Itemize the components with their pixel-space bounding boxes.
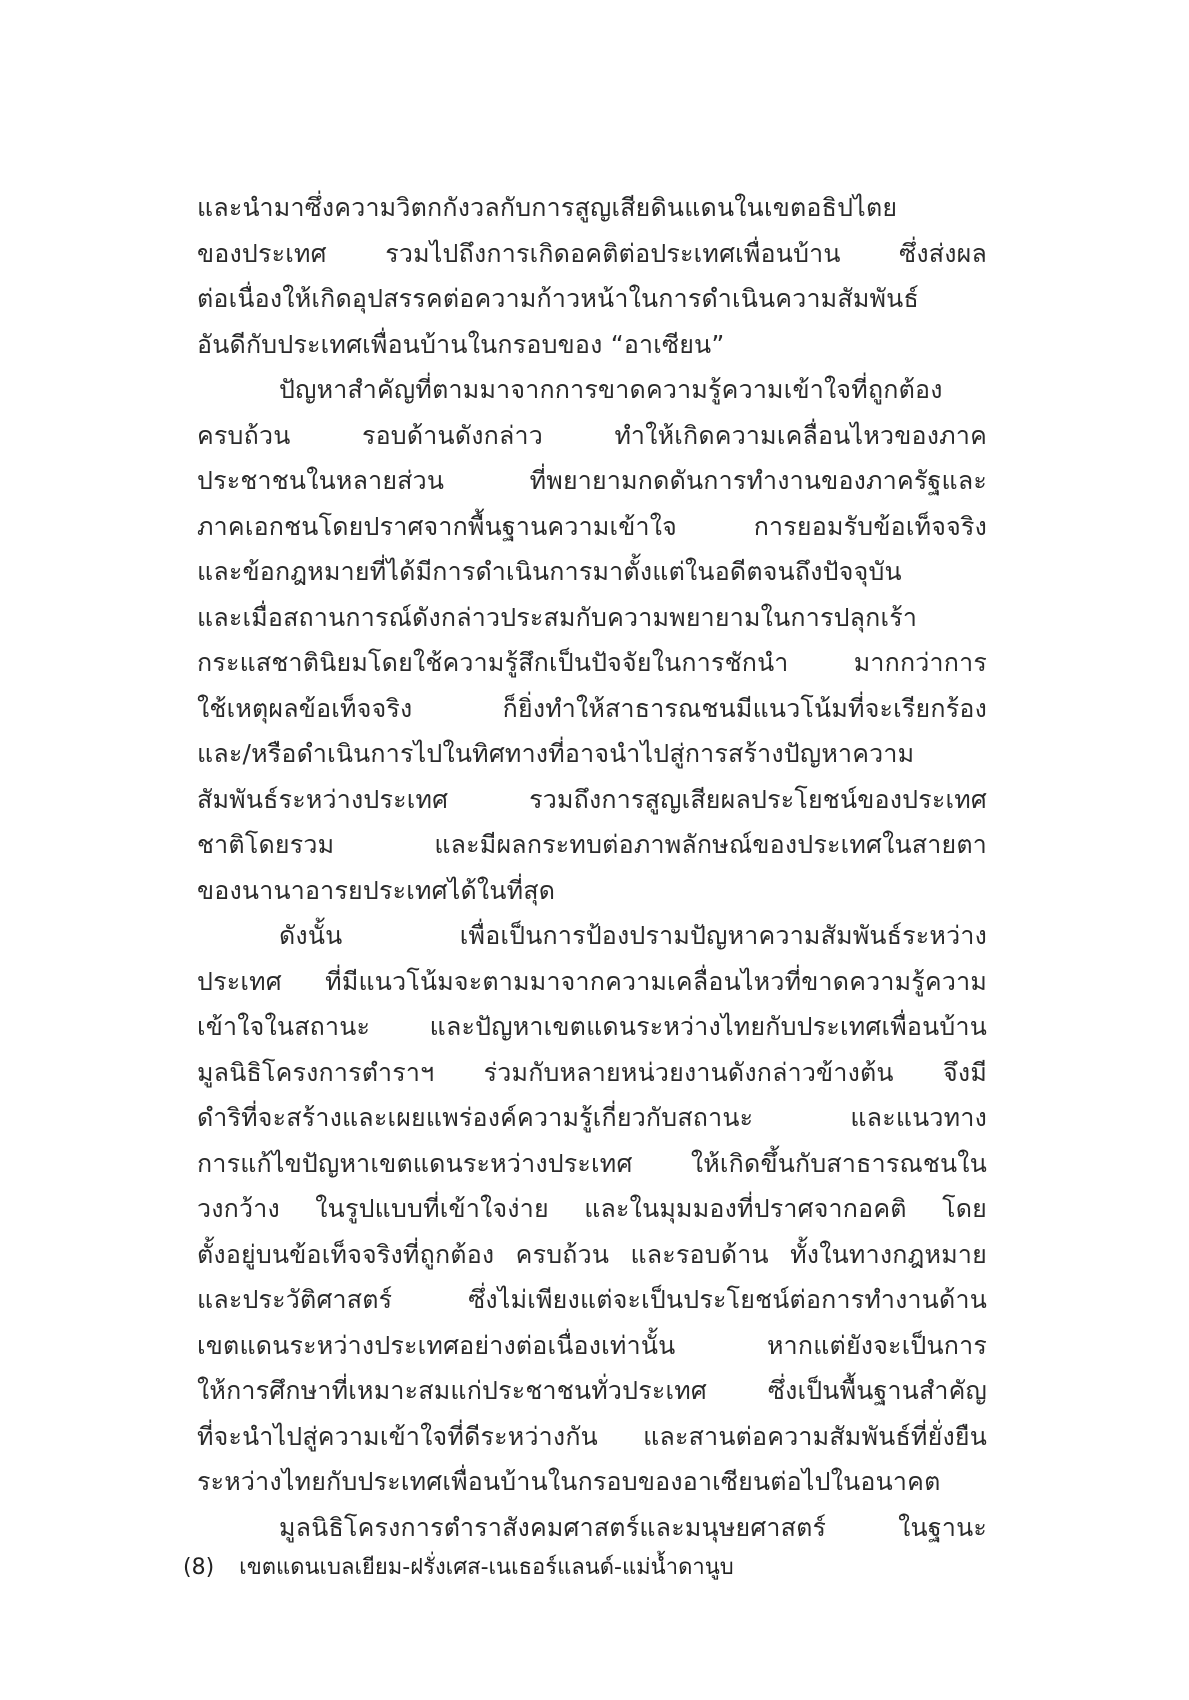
text-line: วงกว้าง ในรูปแบบที่เข้าใจง่าย และในมุมมองที่ปราศจากอคติ โดย [197, 1194, 987, 1223]
running-title: เขตแดนเบลเยียม-ฝรั่งเศส-เนเธอร์แลนด์-แม่น้ำดานูบ [239, 1555, 734, 1580]
text-line: ต่อเนื่องให้เกิดอุปสรรคต่อความก้าวหน้าในการดำเนินความสัมพันธ์ [197, 284, 919, 313]
text-line: ใช้เหตุผลข้อเท็จจริง ก็ยิ่งทำให้สาธารณชนมีแนวโน้มที่จะเรียกร้อง [197, 693, 987, 723]
text-line: ชาติโดยรวม และมีผลกระทบต่อภาพลักษณ์ของประเทศในสายตา [197, 830, 987, 859]
text-line: และประวัติศาสตร์ ซึ่งไม่เพียงแต่จะเป็นประโยชน์ต่อการทำงานด้าน [197, 1285, 987, 1314]
text-line: มูลนิธิโครงการตำราฯ ร่วมกับหลายหน่วยงานดังกล่าวข้างต้น จึงมี [197, 1057, 987, 1087]
text-line: ภาคเอกชนโดยปราศจากพื้นฐานความเข้าใจ การยอมรับข้อเท็จจริง [197, 511, 987, 541]
text-line: และข้อกฎหมายที่ได้มีการดำเนินการมาตั้งแต่ในอดีตจนถึงปัจจุบัน [197, 557, 902, 586]
text-line: ประชาชนในหลายส่วน ที่พยายามกดดันการทำงานของภาครัฐและ [197, 466, 987, 495]
text-line: ให้การศึกษาที่เหมาะสมแก่ประชาชนทั่วประเทศ ซึ่งเป็นพื้นฐานสำคัญ [197, 1376, 987, 1405]
body-text [197, 185, 987, 1550]
text-line: ที่จะนำไปสู่ความเข้าใจที่ดีระหว่างกัน และสานต่อความสัมพันธ์ที่ยั่งยืน [197, 1421, 987, 1451]
text-line: ของนานาอารยประเทศได้ในที่สุด [197, 875, 556, 905]
text-line: ดำริที่จะสร้างและเผยแพร่องค์ความรู้เกี่ยวกับสถานะ และแนวทาง [197, 1103, 987, 1132]
paragraph-start-line: ดังนั้น เพื่อเป็นการป้องปรามปัญหาความสัมพันธ์ระหว่าง [279, 921, 987, 950]
paragraph-start-line: ปัญหาสำคัญที่ตามมาจากการขาดความรู้ความเข้าใจที่ถูกต้อง [279, 375, 943, 404]
text-line: ประเทศ ที่มีแนวโน้มจะตามมาจากความเคลื่อนไหวที่ขาดความรู้ความ [197, 966, 987, 996]
paragraph-start-line: มูลนิธิโครงการตำราสังคมศาสตร์และมนุษยศาสตร์ ในฐานะ [279, 1512, 987, 1542]
text-line: ของประเทศ รวมไปถึงการเกิดอคติต่อประเทศเพื่อนบ้าน ซึ่งส่งผล [197, 238, 987, 268]
text-line: กระแสชาตินิยมโดยใช้ความรู้สึกเป็นปัจจัยในการชักนำ มากกว่าการ [197, 648, 987, 677]
text-line: เข้าใจในสถานะ และปัญหาเขตแดนระหว่างไทยกับประเทศเพื่อนบ้าน [197, 1012, 987, 1041]
text-line: อันดีกับประเทศเพื่อนบ้านในกรอบของ “อาเซียน” [197, 329, 725, 359]
text-line: การแก้ไขปัญหาเขตแดนระหว่างประเทศ ให้เกิดขึ้นกับสาธารณชนใน [197, 1148, 987, 1178]
page-number: (8) [183, 1555, 215, 1580]
text-line: เขตแดนระหว่างประเทศอย่างต่อเนื่องเท่านั้น หากแต่ยังจะเป็นการ [197, 1330, 987, 1360]
text-line: สัมพันธ์ระหว่างประเทศ รวมถึงการสูญเสียผลประโยชน์ของประเทศ [197, 784, 987, 814]
text-line: และเมื่อสถานการณ์ดังกล่าวประสมกับความพยายามในการปลุกเร้า [197, 602, 918, 632]
page-footer [183, 1548, 734, 1588]
text-line: ครบถ้วน รอบด้านดังกล่าว ทำให้เกิดความเคลื่อนไหวของภาค [197, 420, 987, 450]
text-line: และนำมาซึ่งความวิตกกังวลกับการสูญเสียดินแดนในเขตอธิปไตย [197, 193, 898, 222]
text-line: ระหว่างไทยกับประเทศเพื่อนบ้านในกรอบของอาเซียนต่อไปในอนาคต [197, 1467, 941, 1496]
text-line: และ/หรือดำเนินการไปในทิศทางที่อาจนำไปสู่การสร้างปัญหาความ [197, 739, 915, 768]
text-line: ตั้งอยู่บนข้อเท็จจริงที่ถูกต้อง ครบถ้วน และรอบด้าน ทั้งในทางกฎหมาย [197, 1239, 987, 1269]
